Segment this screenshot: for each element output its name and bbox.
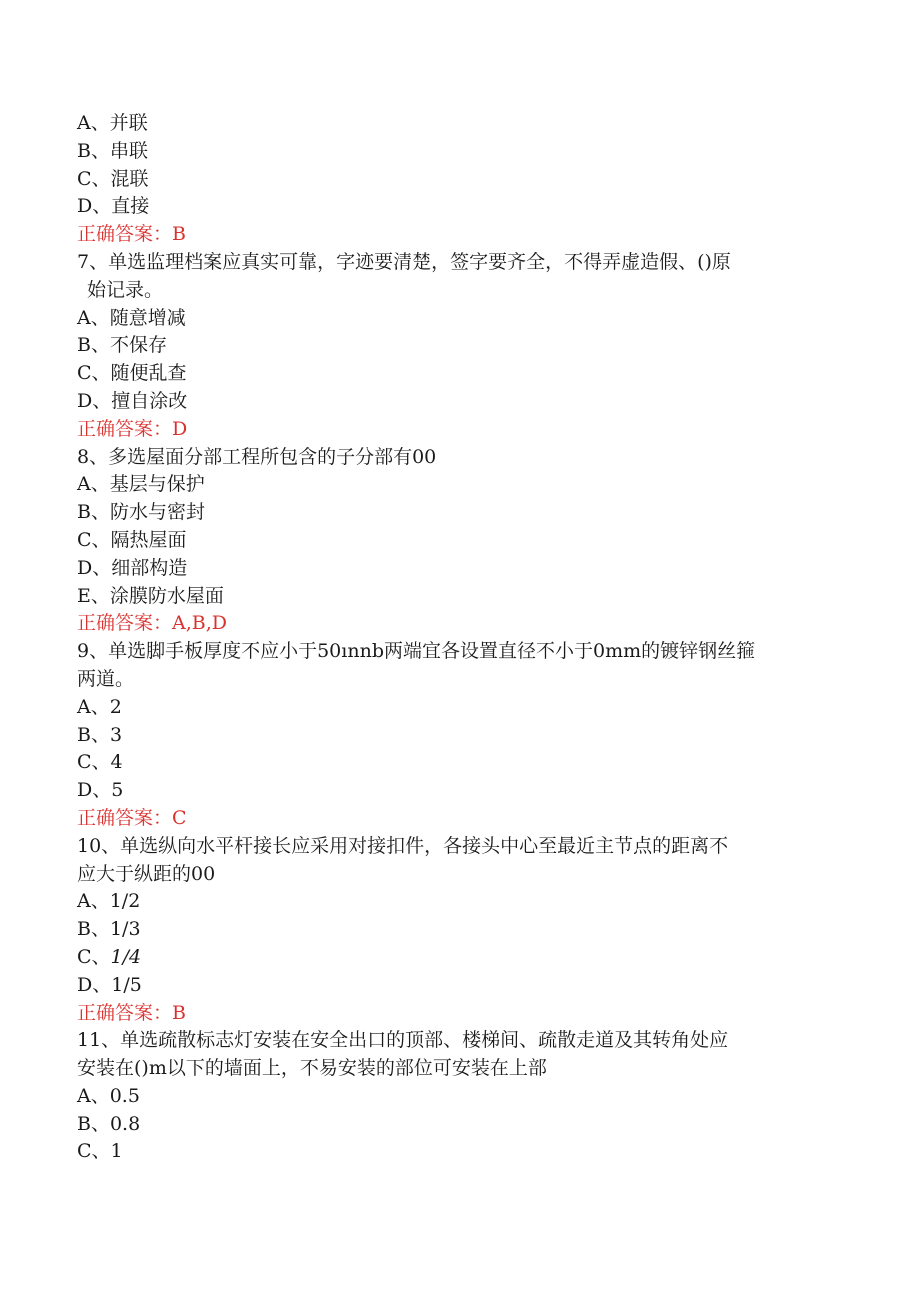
option-d: D、细部构造 (77, 556, 188, 579)
option-c: C、4 (77, 751, 123, 774)
question-stem-continued: 应大于纵距的00 (77, 862, 216, 885)
answer-label: 正确答案： (77, 612, 173, 635)
option-b: B、防水与密封 (77, 501, 205, 524)
correct-answer (77, 1000, 837, 1028)
answer-label: 正确答案： (77, 223, 173, 246)
question-stem-continued: 两道。 (77, 667, 135, 690)
option-c (77, 944, 837, 972)
answer-label: 正确答案： (77, 417, 173, 440)
option-d: D、擅自涂改 (77, 389, 188, 412)
answer-label: 正确答案： (77, 806, 173, 829)
question-stem: 11、单选疏散标志灯安装在安全出口的顶部、楼梯间、疏散走道及其转角处应 (77, 1029, 729, 1052)
option-c: C、隔热屋面 (77, 528, 187, 551)
option-b: B、1/3 (77, 918, 141, 941)
option-b: B、不保存 (77, 334, 167, 357)
option-c: C、混联 (77, 167, 149, 190)
option-c-prefix: C、 (77, 945, 111, 968)
answer-value: C (172, 806, 187, 829)
option-c: C、1 (77, 1140, 123, 1163)
option-c: C、随便乱查 (77, 362, 187, 385)
question-stem: 7、单选监理档案应真实可靠，字迹要清楚，签字要齐全，不得弄虚造假、()原 (77, 250, 731, 273)
correct-answer (77, 805, 837, 833)
answer-value: D (172, 417, 188, 440)
answer-value: B (172, 223, 186, 246)
option-a: A、2 (77, 695, 122, 718)
answer-value: A,B,D (172, 612, 228, 635)
option-a: A、随意增减 (77, 306, 186, 329)
correct-answer (77, 610, 837, 638)
question-stem: 9、单选脚手板厚度不应小于50ınnb两端宜各设置直径不小于0mm的镀锌钢丝箍 (77, 640, 756, 663)
option-a: A、0.5 (77, 1084, 140, 1107)
option-a: A、基层与保护 (77, 473, 205, 496)
option-d: D、1/5 (77, 973, 142, 996)
option-e: E、涂膜防水屋面 (77, 584, 224, 607)
correct-answer (77, 416, 837, 444)
option-b: B、串联 (77, 139, 148, 162)
question-stem-continued: 始记录。 (87, 278, 164, 301)
option-a: A、并联 (77, 112, 148, 134)
question-stem-continued: 安装在()m以下的墙面上，不易安装的部位可安装在上部 (77, 1057, 547, 1080)
option-d: D、直接 (77, 195, 150, 218)
option-b: B、0.8 (77, 1112, 141, 1135)
option-d: D、5 (77, 779, 124, 802)
option-a: A、1/2 (77, 890, 141, 913)
option-c-value: 1/4 (110, 945, 142, 968)
question-stem: 8、多选屋面分部工程所包含的子分部有00 (77, 445, 437, 468)
correct-answer (77, 221, 837, 249)
option-b: B、3 (77, 723, 123, 746)
answer-value: B (172, 1001, 186, 1024)
question-stem: 10、单选纵向水平杆接长应采用对接扣件，各接头中心至最近主节点的距离不 (77, 834, 729, 857)
answer-label: 正确答案： (77, 1001, 173, 1024)
question-list (77, 110, 837, 1166)
